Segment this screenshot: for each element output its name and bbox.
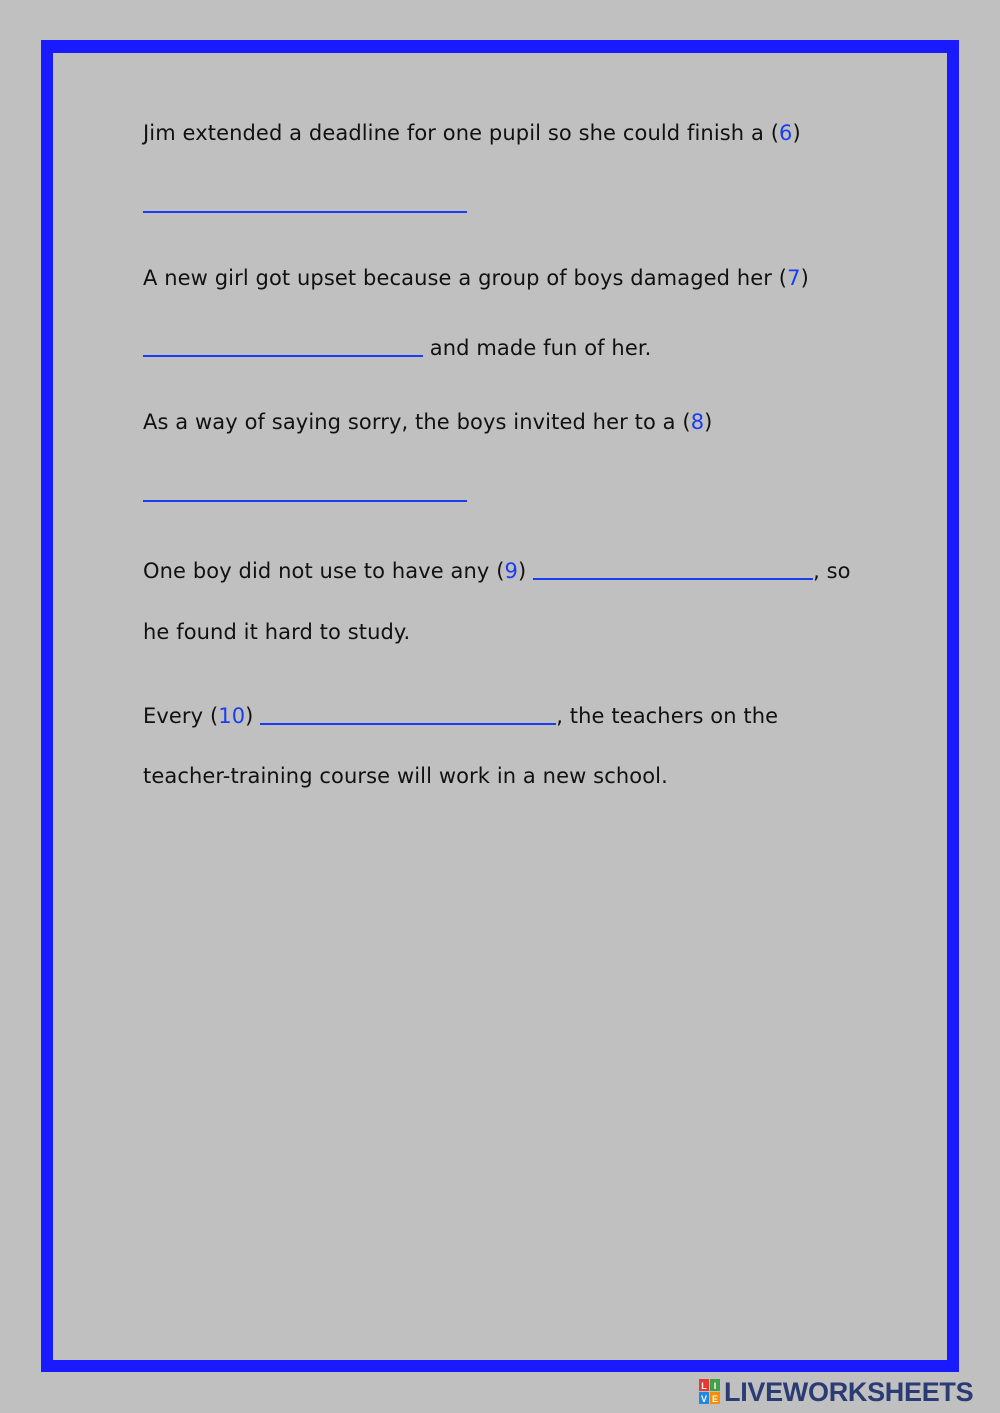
question-9-continuation: he found it hard to study.: [143, 620, 411, 644]
question-number-6: 6: [779, 121, 793, 145]
svg-text:L: L: [701, 1381, 707, 1391]
question-7-text: A new girl got upset because a group of boys damaged her (: [143, 266, 788, 290]
question-7-line-2: [143, 331, 651, 360]
svg-text:V: V: [700, 1394, 708, 1404]
question-10-continuation: teacher-training course will work in a new school.: [143, 764, 668, 788]
question-6-close: ): [792, 121, 801, 145]
question-7: [143, 266, 809, 290]
answer-blank-10[interactable]: [260, 701, 556, 725]
svg-text:E: E: [711, 1394, 719, 1404]
question-number-9: 9: [504, 559, 518, 583]
answer-blank-8[interactable]: [143, 500, 467, 502]
question-7-after: and made fun of her.: [423, 336, 652, 360]
question-8: [143, 410, 712, 434]
question-number-7: 7: [787, 266, 801, 290]
svg-text:I: I: [713, 1381, 717, 1391]
question-7-close: ): [800, 266, 809, 290]
question-8-text: As a way of saying sorry, the boys invited her to a (: [143, 410, 691, 434]
liveworksheets-wordmark: LIVEWORKSHEETS: [724, 1376, 974, 1407]
question-8-close: ): [704, 410, 713, 434]
question-10-text: Every (: [143, 704, 219, 728]
question-9-close: ): [518, 559, 534, 583]
question-9-after: , so: [813, 559, 851, 583]
question-9-text: One boy did not use to have any (: [143, 559, 505, 583]
liveworksheets-logo-icon: [699, 1379, 721, 1405]
liveworksheets-branding[interactable]: [699, 1377, 973, 1407]
question-6-text: Jim extended a deadline for one pupil so she could finish a (: [143, 121, 780, 145]
question-number-10: 10: [218, 704, 246, 728]
question-6: [143, 121, 801, 145]
question-10-after: , the teachers on the: [556, 704, 779, 728]
answer-blank-6[interactable]: [143, 211, 467, 213]
answer-blank-9[interactable]: [533, 556, 813, 580]
question-10-close: ): [245, 704, 261, 728]
question-9: [143, 554, 851, 583]
answer-blank-7[interactable]: [143, 333, 423, 357]
question-10: [143, 699, 778, 728]
question-number-8: 8: [690, 410, 705, 434]
